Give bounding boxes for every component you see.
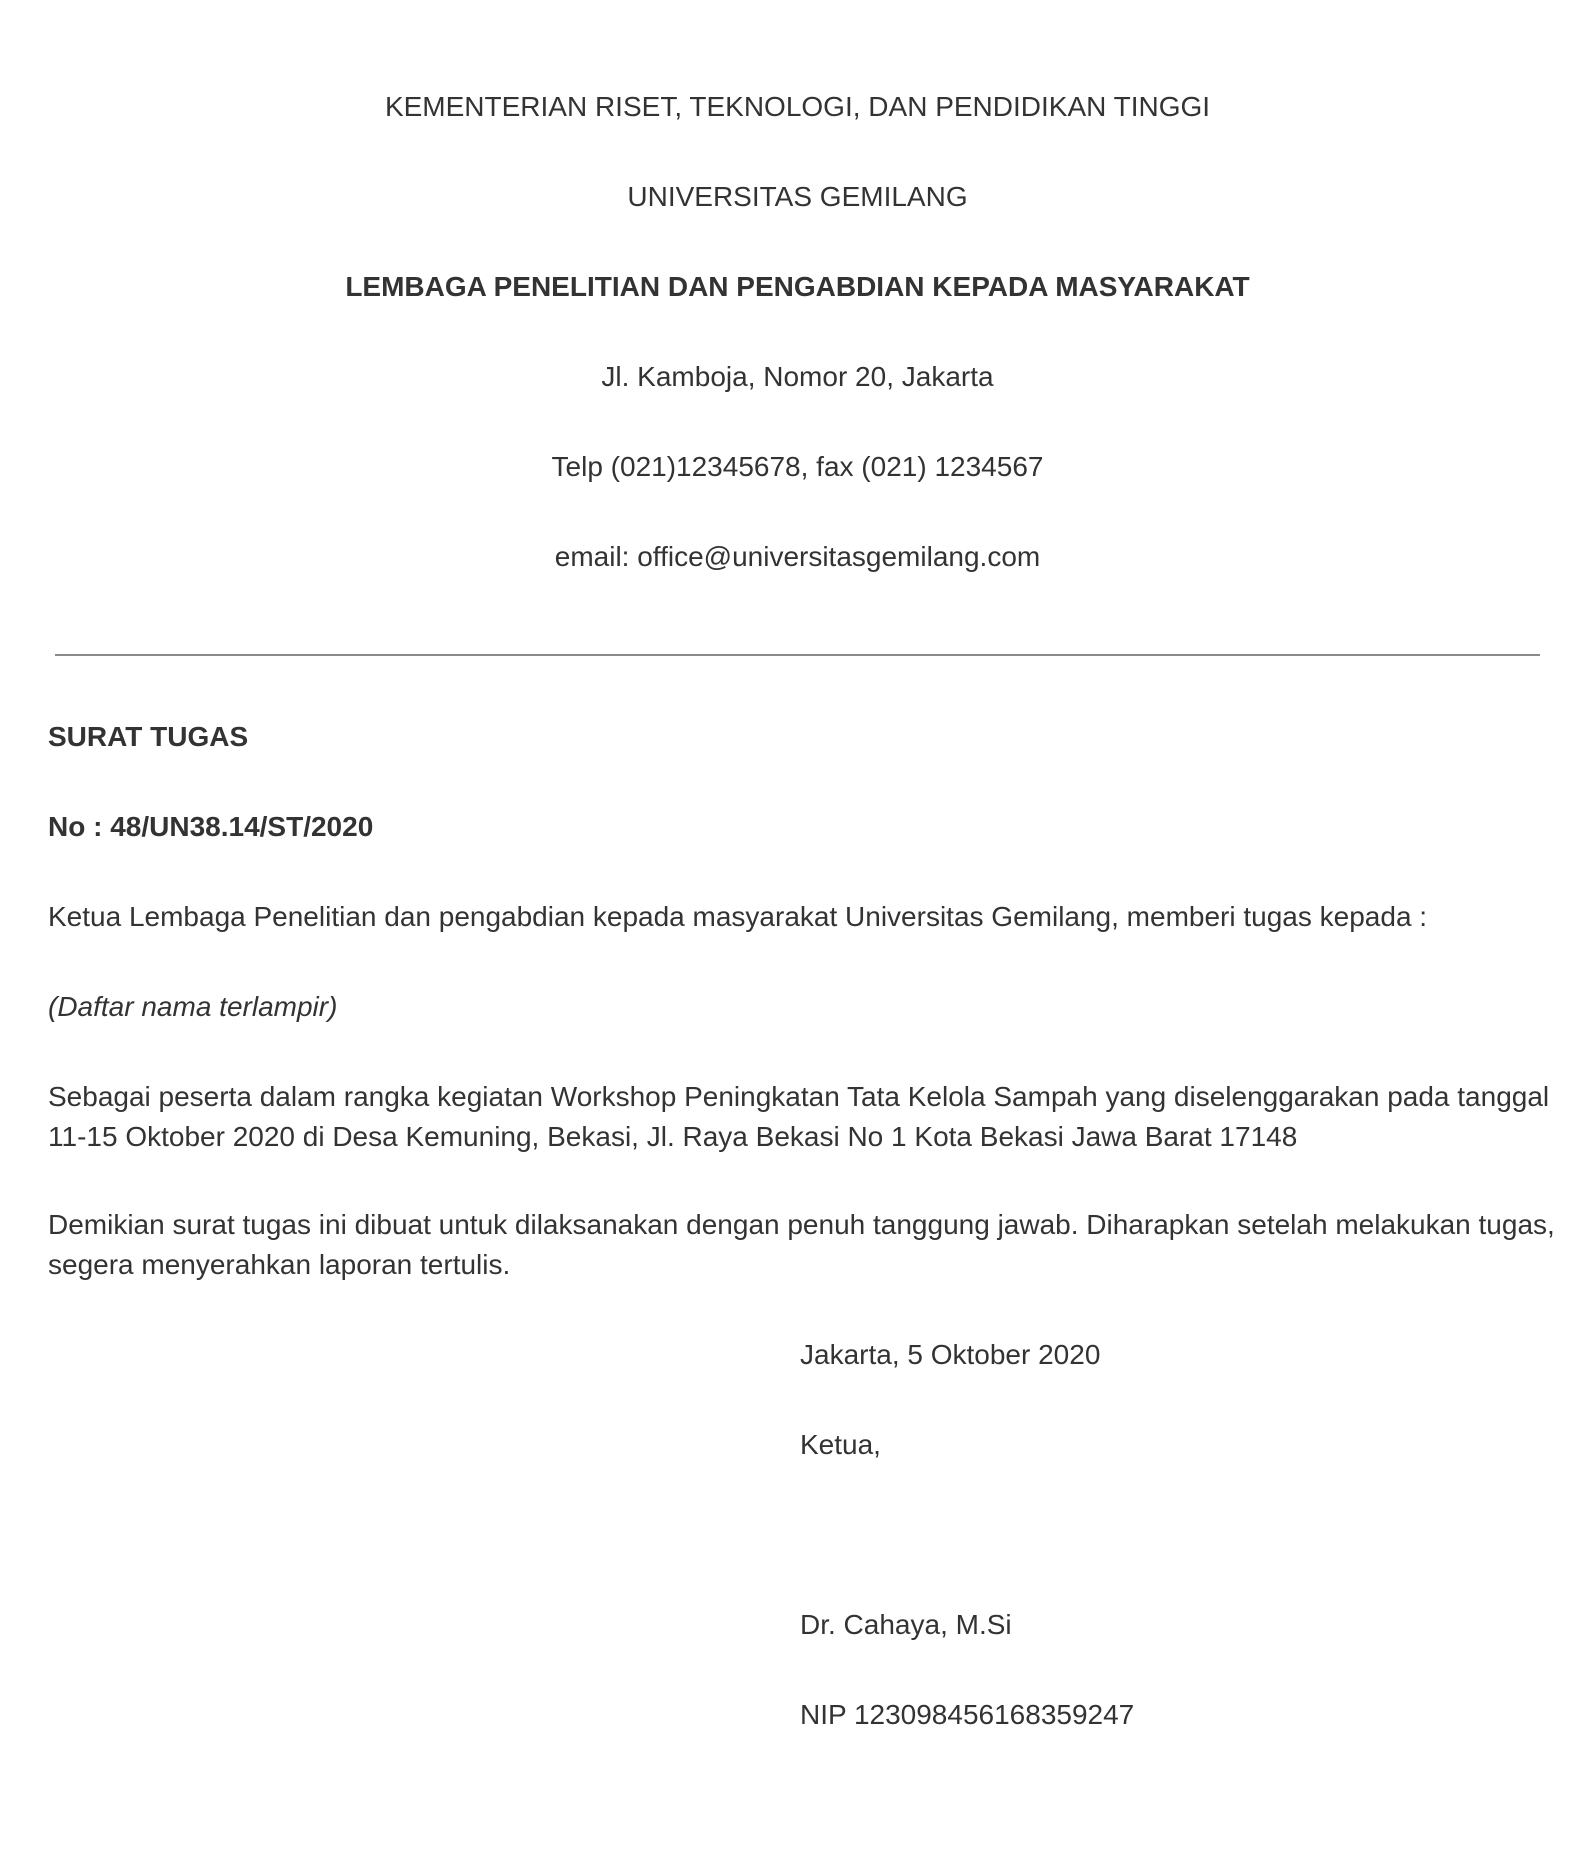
letter-intro: Ketua Lembaga Penelitian dan pengabdian kepada masyarakat Universitas Gemilang, memberi tugas kepada :	[48, 901, 1428, 932]
signature-place-date: Jakarta, 5 Oktober 2020	[800, 1339, 1101, 1370]
university-name: UNIVERSITAS GEMILANG	[627, 181, 968, 212]
signature-position: Ketua,	[800, 1429, 881, 1460]
attachment-note: (Daftar nama terlampir)	[48, 991, 338, 1022]
ministry-heading: KEMENTERIAN RISET, TEKNOLOGI, DAN PENDIDIKAN TINGGI	[384, 91, 1211, 122]
institute-address: Jl. Kamboja, Nomor 20, Jakarta	[601, 361, 994, 392]
letterhead-divider	[55, 654, 1540, 656]
institute-email: email: office@universitasgemilang.com	[554, 541, 1041, 572]
letter-number: No : 48/UN38.14/ST/2020	[48, 811, 374, 842]
signatory-name: Dr. Cahaya, M.Si	[800, 1609, 1012, 1640]
institute-phone-fax: Telp (021)12345678, fax (021) 1234567	[551, 451, 1044, 482]
signatory-nip: NIP 123098456168359247	[800, 1699, 1135, 1730]
institute-name: LEMBAGA PENELITIAN DAN PENGABDIAN KEPADA MASYARAKAT	[345, 271, 1250, 302]
letter-title: SURAT TUGAS	[48, 721, 249, 752]
purpose-paragraph: Sebagai peserta dalam rangka kegiatan Workshop Peningkatan Tata Kelola Sampah yang diselenggarakan pada tanggal 11-15 Oktober 2020 di Desa Kemuning, Bekasi, Jl. Raya Bekasi No 1 Kota Bekasi Jawa Barat 17148	[48, 1081, 1550, 1152]
closing-paragraph: Demikian surat tugas ini dibuat untuk dilaksanakan dengan penuh tanggung jawab. Diharapkan setelah melakukan tugas, segera menyerahkan laporan tertulis.	[48, 1209, 1555, 1280]
